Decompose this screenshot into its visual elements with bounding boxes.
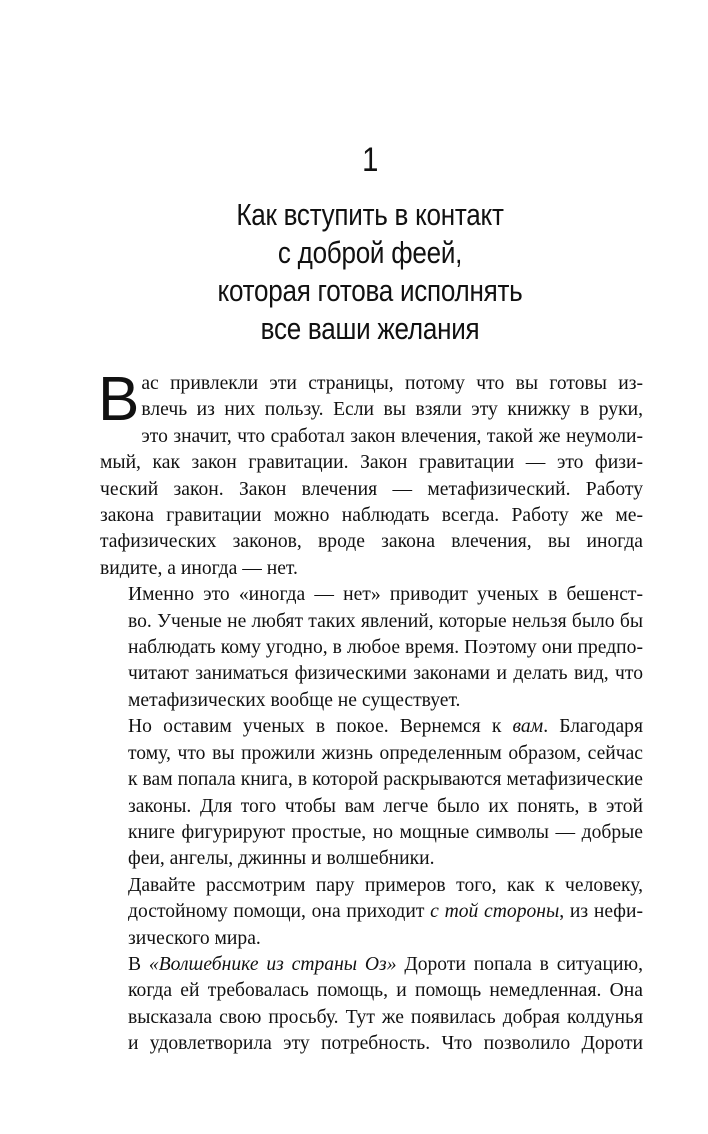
paragraph-4 — [100, 873, 643, 952]
emphasis: с той стороны — [430, 901, 560, 923]
text-line: это значит, что сработал закон влечения, такой же неумоли- — [141, 425, 643, 447]
text-run: В — [128, 953, 149, 975]
text-line: видите, а иногда — нет. — [100, 557, 298, 579]
text-line: метафизических вообще не существует. — [128, 689, 461, 711]
text-line: наблюдать кому угодно, в любое время. Поэтому они предпо- — [128, 637, 643, 659]
paragraph-3 — [100, 714, 643, 872]
emphasis: «Волшебнике из страны Оз» — [148, 953, 397, 975]
text-line: законы. Для того чтобы вам легче было их понять, в этой — [128, 795, 643, 817]
text-line: ческий закон. Закон влечения — метафизический. Работу — [100, 478, 643, 500]
text-line — [100, 899, 643, 925]
chapter-title-line: которая готова исполнять — [217, 273, 523, 308]
text-line: тафизических законов, вроде закона влечения, вы иногда — [100, 531, 643, 553]
text-line — [100, 714, 643, 740]
text-line: и удовлетворила эту потребность. Что позволило Дороти — [128, 1033, 643, 1055]
text-line: книге фигурируют простые, но мощные символы — добрые — [128, 821, 643, 843]
chapter-title-line: Как вступить в контакт — [236, 197, 504, 232]
text-line: мый, как закон гравитации. Закон гравитации — это физи- — [100, 452, 643, 474]
chapter-title — [0, 196, 708, 348]
paragraph-1 — [98, 365, 643, 582]
text-run: достойному помощи, она приходит — [128, 901, 431, 923]
drop-cap: В — [98, 365, 140, 434]
text-line: читают заниматься физическими законами и делать вид, что — [128, 663, 643, 685]
text-line: высказала свою просьбу. Тут же появилась добрая колдунья — [128, 1006, 643, 1028]
text-line: к вам попала книга, в которой раскрываются метафизические — [128, 769, 643, 791]
text-line: феи, ангелы, джинны и волшебники. — [128, 848, 435, 870]
emphasis: вам — [512, 716, 544, 738]
chapter-number: 1 — [362, 141, 378, 179]
text-run: . Благодаря — [543, 716, 643, 738]
paragraph-2 — [100, 582, 643, 714]
text-line: Давайте рассмотрим пару примеров того, как к человеку, — [128, 874, 643, 896]
text-line: тому, что вы прожили жизнь определенным образом, сейчас — [128, 742, 643, 764]
text-line: когда ей требовалась помощь, и помощь немедленная. Она — [128, 980, 643, 1002]
text-line: влечь из них пользу. Если вы взяли эту книжку в руки, — [141, 399, 643, 421]
text-line: во. Ученые не любят таких явлений, которые нельзя было бы — [128, 610, 643, 632]
text-line: ас привлекли эти страницы, потому что вы готовы из- — [141, 373, 643, 394]
paragraph-5 — [100, 952, 643, 1058]
text-line: Именно это «иногда — нет» приводит ученых в бешенст- — [128, 584, 643, 606]
chapter-title-line: с доброй феей, — [277, 235, 463, 270]
chapter-body — [98, 365, 643, 1058]
text-line: зического мира. — [128, 927, 261, 949]
text-run: Дороти попала в ситуацию, — [396, 953, 643, 975]
text-line — [100, 952, 643, 978]
chapter-title-line: все ваши желания — [260, 311, 480, 346]
text-line: закона гравитации можно наблюдать всегда. Работу же ме- — [100, 505, 643, 527]
text-run: Но оставим ученых в покое. Вернемся к — [128, 716, 513, 738]
text-run: , из нефи- — [559, 901, 643, 923]
